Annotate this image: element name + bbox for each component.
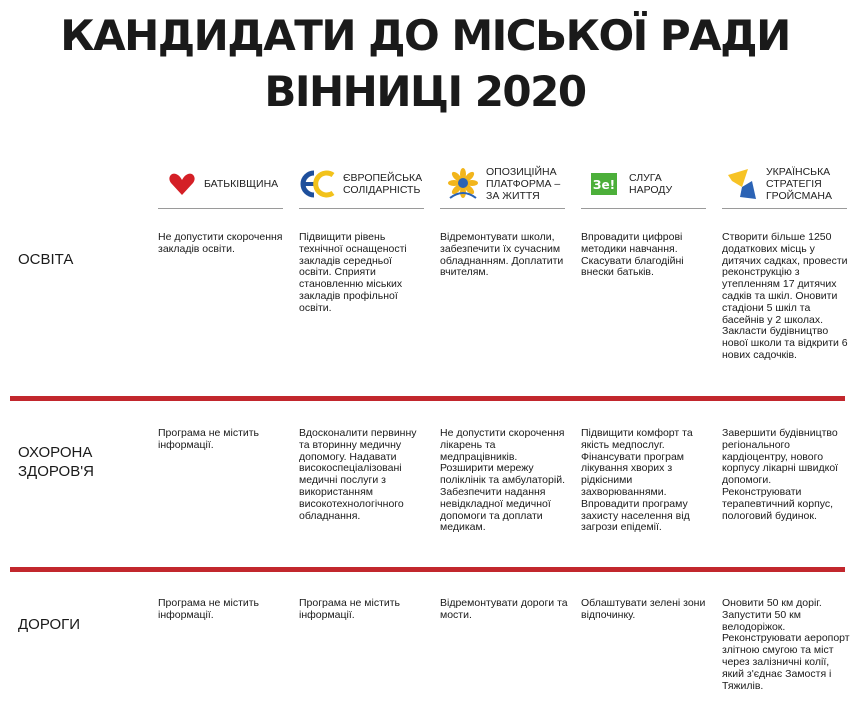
table-cell: Оновити 50 км доріг. Запустити 50 км велодоріжок. Реконструювати аеропорт злітною смугою та міст через залізничні колії, який з'єднає Замостя і Тяжилів. bbox=[722, 597, 850, 692]
party-header-usg bbox=[722, 160, 847, 209]
row-label-education: ОСВІТА bbox=[18, 251, 74, 268]
table-cell: Завершити будівництво регіонального кардіоцентру, нового корпусу лікарні швидкої допомоги. Реконструювати терапевтичний корпус, пологовий будинок. bbox=[722, 427, 839, 522]
table-cell: Облаштувати зелені зони відпочинку. bbox=[581, 597, 706, 621]
party-name: ЄВРОПЕЙСЬКА СОЛІДАРНІСТЬ bbox=[343, 172, 423, 196]
table-cell: Створити більше 1250 додаткових місць у дитячих садках, провести реконструкцію з утепленням 17 дитячих садків та шкіл. Оновити стадіони 5 шкіл та басейнів у 2 школах. Закласти будівництво нової школи та відкрити 6 нових садочків. bbox=[722, 231, 848, 361]
page-title-line-1: КАНДИДАТИ ДО МІСЬКОЇ РАДИ bbox=[60, 11, 790, 60]
party-header-opzzh bbox=[440, 160, 565, 209]
heart-icon bbox=[168, 172, 196, 196]
table-cell: Програма не містить інформації. bbox=[299, 597, 401, 621]
table-cell: Відремонтувати школи, забезпечити їх сучасним обладнанням. Доплатити вчителям. bbox=[440, 231, 564, 279]
table-cell: Підвищити комфорт та якість медпослуг. Фінансувати програм лікування хворих з рідкісними захворюваннями. Впровадити програму захисту населення від загрози епідемії. bbox=[581, 427, 693, 534]
row-label-health: ОХОРОНА ЗДОРОВ'Я bbox=[18, 444, 94, 480]
party-header-batkivshchyna bbox=[158, 160, 283, 209]
table-cell: Впровадити цифрові методики навчання. Скасувати благодійні внески батьків. bbox=[581, 231, 684, 279]
party-name: УКРАЇНСЬКА СТРАТЕГІЯ ГРОЙСМАНА bbox=[766, 166, 832, 202]
party-name: СЛУГА НАРОДУ bbox=[629, 172, 673, 196]
ze-logo-icon bbox=[591, 173, 617, 195]
party-header-sluha bbox=[581, 160, 706, 209]
svg-text:Зе!: Зе! bbox=[592, 178, 616, 192]
es-logo-icon bbox=[299, 170, 337, 198]
usg-logo-icon bbox=[726, 167, 758, 201]
table-cell: Відремонтувати дороги та мости. bbox=[440, 597, 568, 621]
row-label-roads: ДОРОГИ bbox=[18, 616, 81, 633]
page-title bbox=[0, 8, 850, 120]
page-title-line-2: ВІННИЦІ 2020 bbox=[264, 67, 586, 116]
table-cell: Вдосконалити первинну та вторинну медичну допомогу. Надавати високоспеціалізовані медичні послуги з використанням високотехнологічного обладнання. bbox=[299, 427, 417, 522]
table-cell: Не допустити скорочення закладів освіти. bbox=[158, 231, 283, 255]
table-cell: Програма не містить інформації. bbox=[158, 597, 260, 621]
row-divider bbox=[10, 396, 845, 401]
table-cell: Програма не містить інформації. bbox=[158, 427, 260, 451]
sunflower-icon bbox=[446, 168, 480, 200]
row-divider bbox=[10, 567, 845, 572]
party-header-es bbox=[299, 160, 424, 209]
party-name: ОПОЗИЦІЙНА ПЛАТФОРМА – ЗА ЖИТТЯ bbox=[486, 166, 561, 202]
table-cell: Підвищити рівень технічної оснащеності закладів середньої освіти. Сприяти становленню міських закладів профільної освіти. bbox=[299, 231, 407, 314]
table-cell: Не допустити скорочення лікарень та медпрацівників. Розширити мережу поліклінік та амбулаторій. Забезпечити надання невідкладної медичної допомоги та доплати медикам. bbox=[440, 427, 565, 534]
party-name: БАТЬКІВЩИНА bbox=[204, 178, 279, 190]
